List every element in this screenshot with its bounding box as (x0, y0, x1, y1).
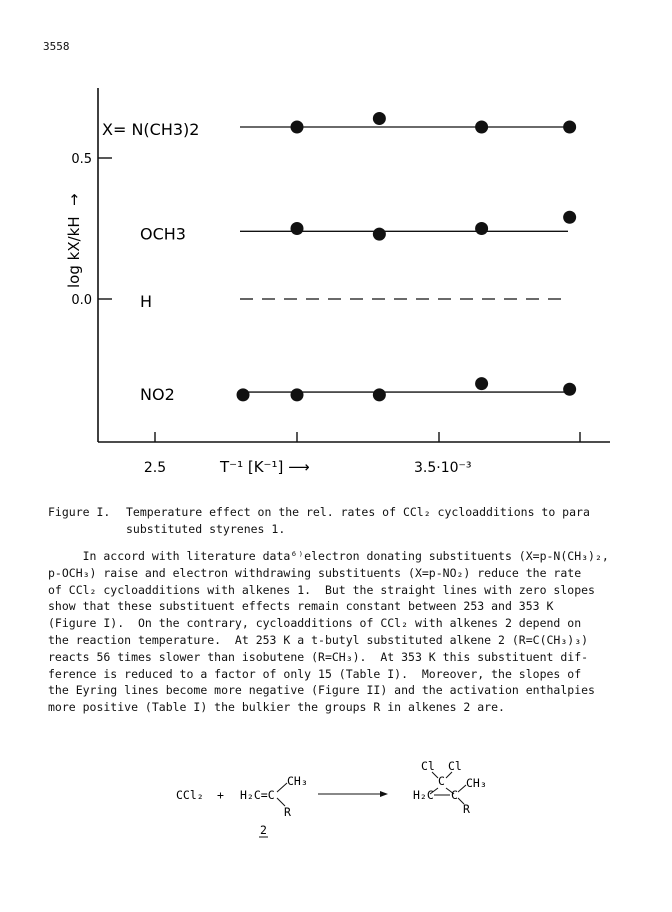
x-tick-label: 3.5·10⁻³ (414, 460, 472, 476)
body-line: In accord with literature data⁶⁾electron donating substituents (X=p-N(CH₃)₂, (48, 549, 609, 563)
chart-axes (98, 88, 610, 442)
caption-line-2: substituted styrenes 1. (126, 522, 286, 536)
body-line: of CCl₂ cycloadditions with alkenes 1. But the straight lines with zero slopes (48, 582, 595, 597)
y-axis-label: log kX/kH (65, 216, 83, 288)
data-point (291, 222, 304, 235)
page-number: 3558 (43, 40, 70, 53)
body-line: show that these substituent effects remain constant between 253 and 353 K (48, 599, 554, 614)
data-point (373, 112, 386, 125)
y-tick-label: 0.0 (71, 293, 92, 308)
series-label: H (140, 292, 153, 311)
caption-line-1: Temperature effect on the rel. rates of CCl₂ cycloadditions to para (126, 505, 590, 519)
data-point (373, 228, 386, 241)
chart-marks (237, 112, 577, 401)
data-point (563, 211, 576, 224)
chart-labels (65, 120, 472, 476)
body-line: the reaction temperature. At 253 K a t-butyl substituted alkene 2 (R=C(CH₃)₃) (48, 632, 589, 647)
y-tick-label: 0.5 (71, 152, 92, 167)
data-point (563, 383, 576, 396)
series-label: NO2 (140, 385, 175, 405)
scheme-ch3-product: CH₃ (466, 776, 487, 790)
x-axis-label: T⁻¹ [K⁻¹] ⟶ (220, 458, 310, 476)
figure-caption (48, 504, 638, 538)
body-paragraph (48, 548, 638, 716)
scheme-cl-left: Cl (421, 759, 435, 773)
scheme-plus: + (217, 788, 224, 802)
scheme-c-ring: C (451, 788, 458, 802)
scheme-r: R (284, 805, 291, 819)
scheme-ch3: CH₃ (287, 774, 308, 788)
data-point (475, 222, 488, 235)
scheme-r-product: R (463, 802, 470, 816)
x-tick-label: 2.5 (143, 460, 167, 476)
body-line: (Figure I). On the contrary, cycloadditions of CCl₂ with alkenes 2 depend on (48, 616, 582, 631)
scheme-reagent: CCl₂ (176, 788, 204, 802)
body-line: ference is reduced to a factor of only 15 (Table I). Moreover, the slopes of (48, 666, 582, 681)
scheme-c-top: C (438, 774, 445, 788)
data-point (475, 120, 488, 133)
data-point (563, 120, 576, 133)
scheme-cl-right: Cl (448, 759, 462, 773)
series-label: OCH3 (140, 224, 186, 244)
data-point (291, 120, 304, 133)
reaction-scheme (0, 750, 672, 850)
y-axis-arrow: → (65, 193, 83, 206)
data-point (373, 388, 386, 401)
scheme-alkene: H₂C=C (240, 788, 275, 802)
scheme-compound-number: 2 (260, 823, 267, 837)
body-line: reacts 56 times slower than isobutene (R=CH₃). At 353 K this substituent dif- (48, 649, 589, 664)
body-line: the Eyring lines become more negative (Figure II) and the activation enthalpies (48, 683, 595, 698)
body-line: more positive (Table I) the bulkier the groups R in alkenes 2 are. (48, 700, 505, 715)
scheme-h2c: H₂C (413, 788, 434, 802)
data-point (237, 388, 250, 401)
data-point (475, 377, 488, 390)
series-label: X= N(CH3)2 (102, 119, 200, 139)
data-point (291, 388, 304, 401)
body-line: p-OCH₃) raise and electron withdrawing substituents (X=p-NO₂) reduce the rate (48, 565, 582, 580)
caption-label: Figure I. (48, 505, 111, 519)
reaction-arrow-head (380, 791, 388, 797)
